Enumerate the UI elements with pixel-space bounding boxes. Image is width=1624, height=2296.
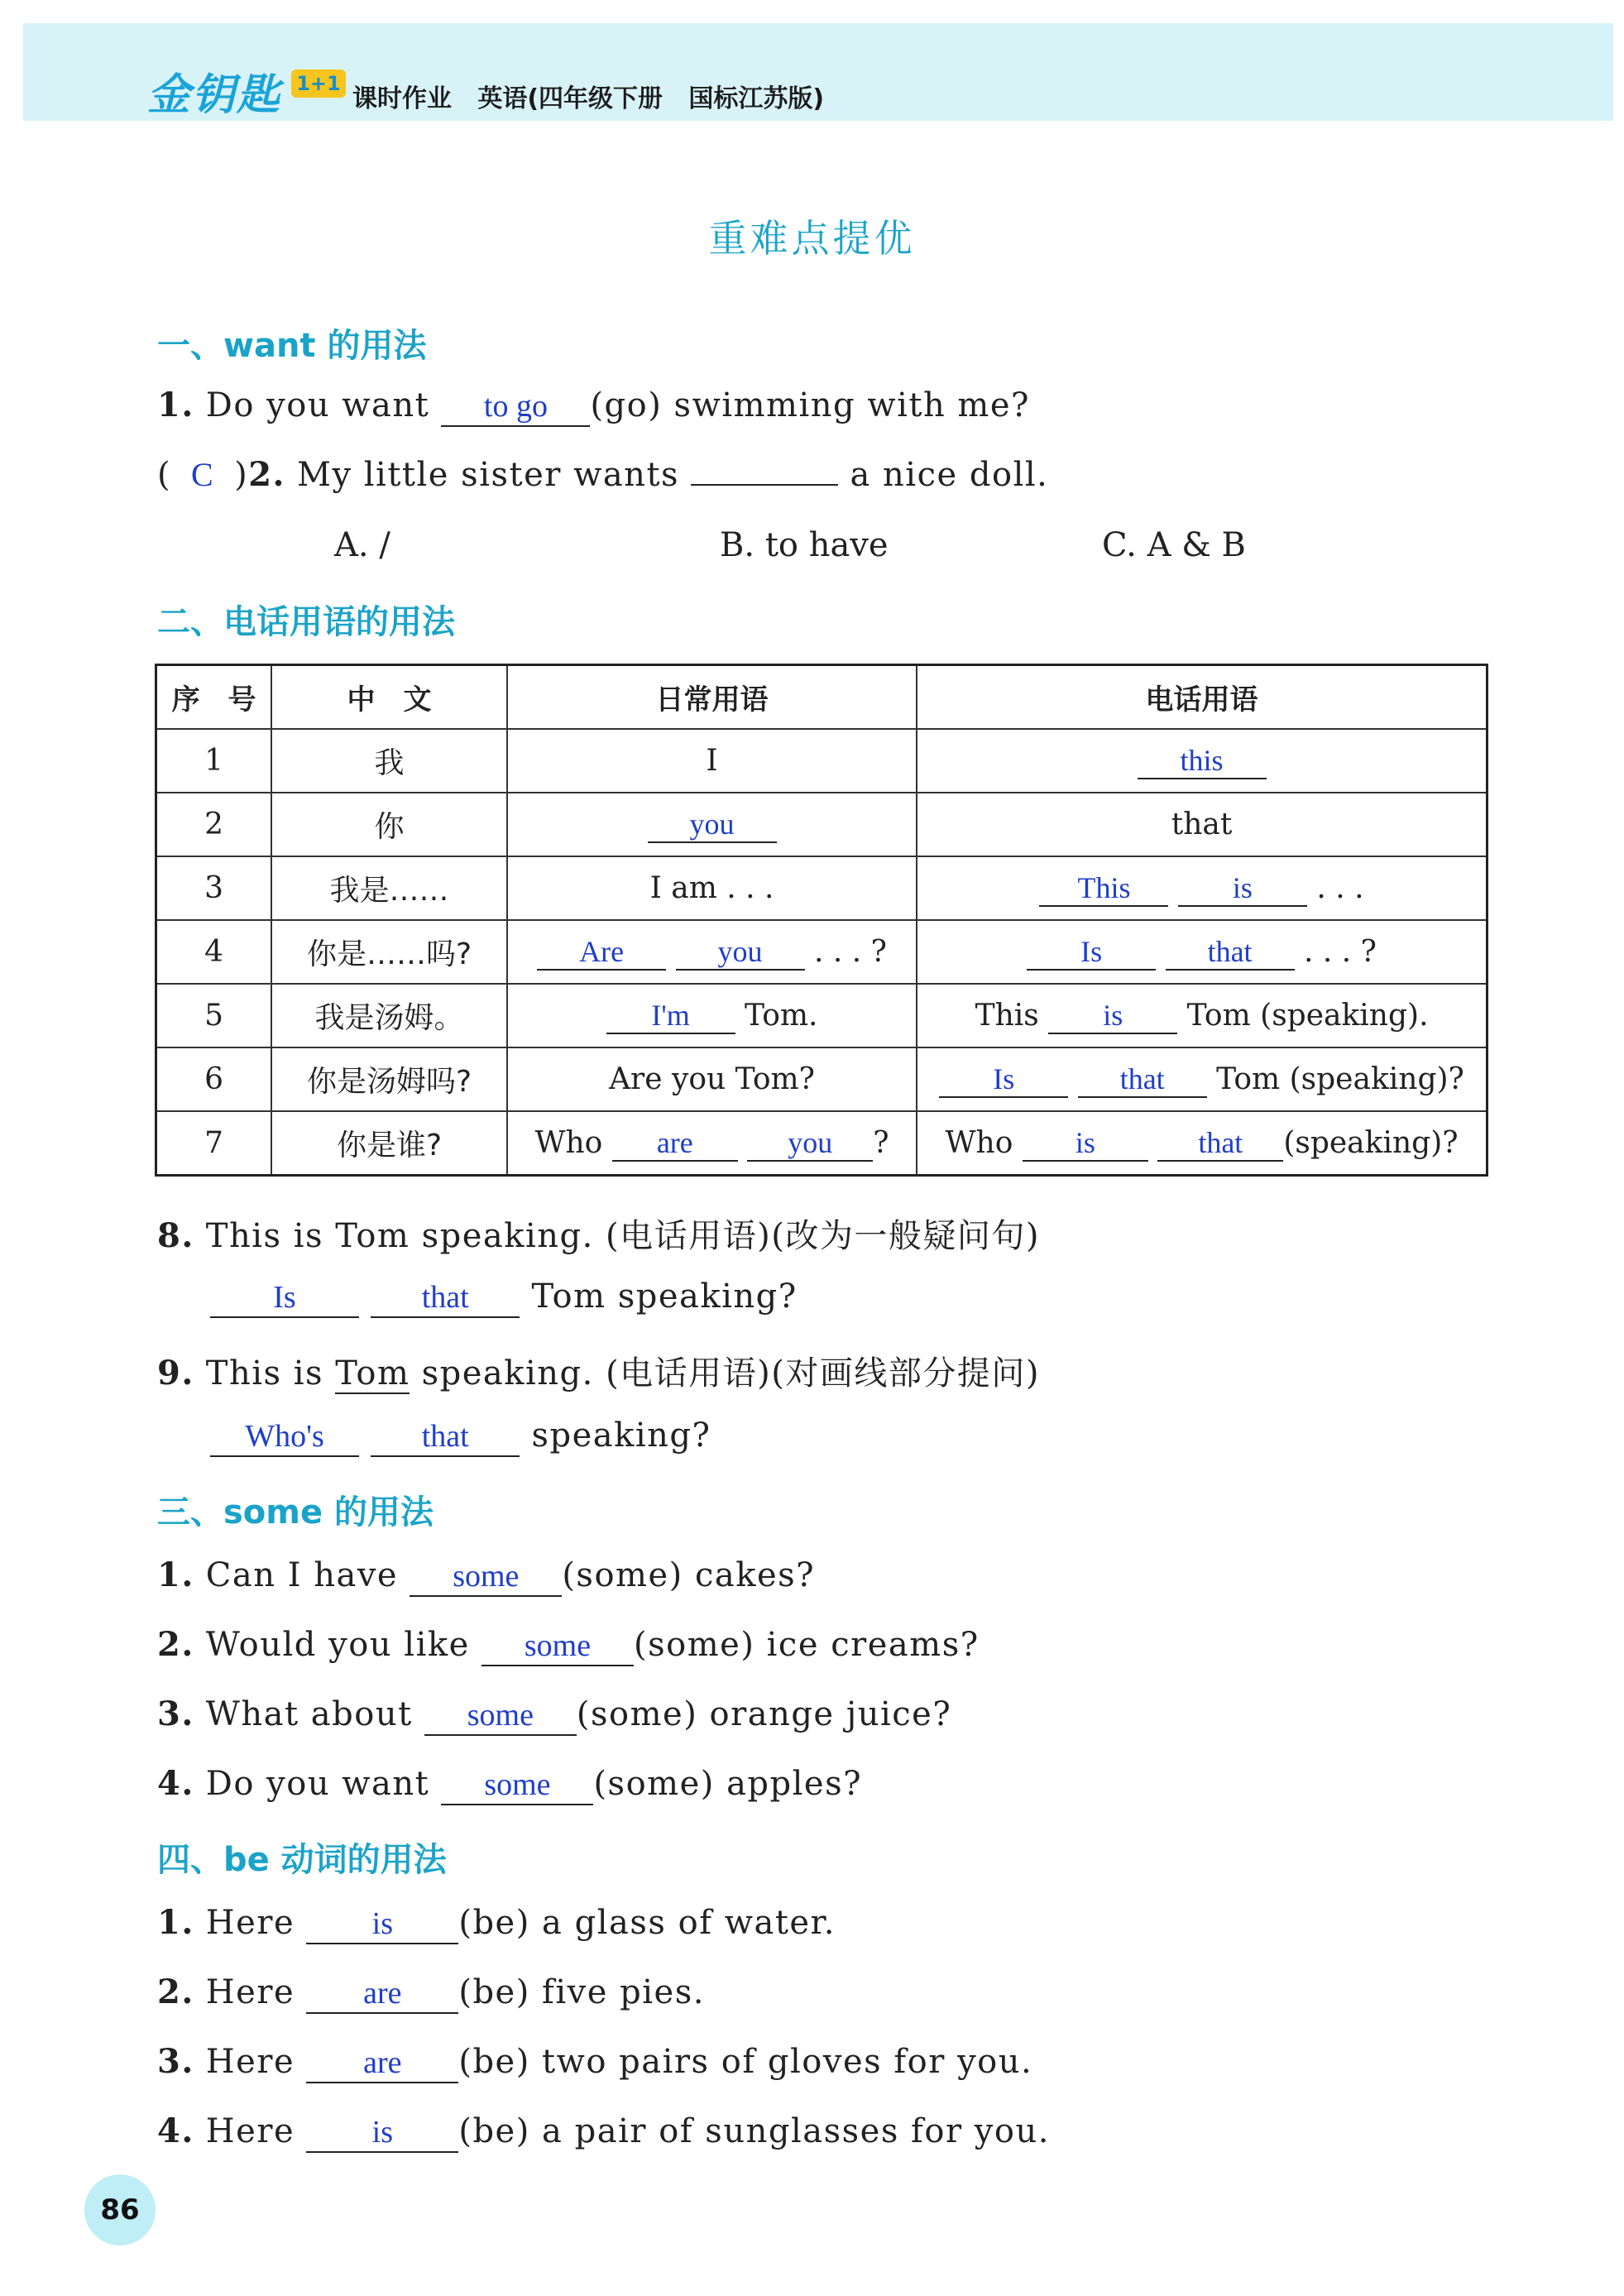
- answer-blank[interactable]: some: [410, 1557, 562, 1597]
- question-number: 3.: [157, 2042, 194, 2081]
- cell-text: This: [975, 998, 1039, 1033]
- question-text: (go) swimming with me?: [590, 386, 1030, 424]
- table-row: [156, 729, 1487, 793]
- answer-blank[interactable]: you: [747, 1125, 873, 1162]
- row-number: 5: [156, 984, 272, 1047]
- answer-blank[interactable]: Who's: [210, 1417, 359, 1457]
- be-question-2: [157, 1972, 705, 2014]
- table-row: [156, 793, 1487, 856]
- cell-text: . . . ?: [814, 934, 887, 969]
- be-question-1: [157, 1903, 836, 1944]
- answer-blank[interactable]: that: [1166, 934, 1295, 971]
- answer-blank[interactable]: some: [424, 1696, 577, 1736]
- answer-blank[interactable]: that: [1157, 1125, 1283, 1162]
- question-text: Here: [205, 2043, 295, 2081]
- answer-blank[interactable]: is: [1178, 870, 1307, 907]
- answer-blank[interactable]: that: [1078, 1062, 1207, 1098]
- some-question-2: [157, 1625, 980, 1666]
- question-8: [157, 1210, 1040, 1257]
- table-row: [156, 1047, 1487, 1111]
- answer-blank[interactable]: you: [676, 934, 805, 971]
- table-row: [156, 1111, 1487, 1176]
- question-text: speaking?: [531, 1416, 711, 1455]
- question-text: (some) orange juice?: [576, 1695, 952, 1733]
- answer-blank[interactable]: is: [306, 2113, 458, 2153]
- question-number: 2.: [157, 1972, 194, 2011]
- page-title: 重难点提优: [708, 216, 916, 261]
- question-text: a nice doll.: [850, 456, 1049, 494]
- daily-cell: I: [507, 729, 917, 793]
- cell-text: ?: [873, 1125, 889, 1160]
- cell-text: (speaking)?: [1283, 1125, 1459, 1160]
- question-text: Here: [205, 2112, 295, 2150]
- phone-cell: [917, 729, 1487, 793]
- daily-cell: [507, 920, 917, 984]
- brand-badge: 1+1: [291, 70, 346, 98]
- choice-answer[interactable]: C: [191, 456, 215, 493]
- question-number: 2.: [157, 1625, 194, 1664]
- daily-cell: [507, 984, 917, 1047]
- table-row: [156, 856, 1487, 920]
- answer-blank[interactable]: is: [1023, 1125, 1148, 1162]
- answer-blank[interactable]: is: [1048, 998, 1177, 1034]
- answer-blank-empty[interactable]: [691, 484, 838, 486]
- chinese-cell: 你是谁?: [271, 1111, 507, 1176]
- column-header: 序 号: [156, 665, 272, 730]
- row-number: 7: [156, 1111, 272, 1176]
- brand-logo: 金钥匙: [147, 70, 282, 120]
- be-question-4: [157, 2111, 1050, 2153]
- section-heading-want: 一、want 的用法: [157, 327, 427, 365]
- be-question-3: [157, 2042, 1032, 2083]
- column-header: 中 文: [271, 665, 507, 730]
- phone-cell: [917, 856, 1487, 920]
- question-number: 3.: [157, 1694, 194, 1733]
- chinese-cell: 我是汤姆。: [271, 984, 507, 1047]
- option-b[interactable]: B. to have: [720, 526, 889, 564]
- question-text: My little sister wants: [296, 456, 680, 494]
- question-8-answer: [210, 1277, 798, 1318]
- answer-blank[interactable]: is: [306, 1905, 458, 1944]
- daily-cell: [507, 793, 917, 856]
- some-question-3: [157, 1694, 951, 1736]
- answer-blank[interactable]: that: [371, 1417, 520, 1457]
- question-number: 2.: [248, 455, 285, 494]
- question-text: Do you want: [205, 386, 430, 424]
- question-number: 4.: [157, 2111, 194, 2150]
- underlined-word: Tom: [335, 1354, 410, 1392]
- phone-cell: [917, 984, 1487, 1047]
- question-text: (be) a pair of sunglasses for you.: [458, 2112, 1050, 2150]
- question-text: This is Tom speaking. (电话用语)(改为一般疑问句): [205, 1217, 1040, 1255]
- answer-blank[interactable]: are: [612, 1125, 738, 1162]
- daily-cell: [507, 1111, 917, 1176]
- cell-text: Tom (speaking)?: [1216, 1062, 1464, 1096]
- answer-blank[interactable]: Is: [939, 1062, 1068, 1098]
- question-9-answer: [210, 1416, 711, 1457]
- cell-text: . . . ?: [1304, 934, 1377, 969]
- row-number: 1: [156, 729, 272, 793]
- question-number: 1.: [157, 1555, 194, 1594]
- question-text: speaking. (电话用语)(对画线部分提问): [410, 1354, 1040, 1392]
- question-text: Here: [205, 1904, 295, 1942]
- some-question-1: [157, 1555, 815, 1597]
- chinese-cell: 我是……: [271, 856, 507, 920]
- chinese-cell: 你是……吗?: [271, 920, 507, 984]
- answer-blank[interactable]: are: [306, 2044, 458, 2083]
- page-number: 86: [84, 2174, 156, 2246]
- answer-blank[interactable]: that: [371, 1278, 520, 1318]
- row-number: 4: [156, 920, 272, 984]
- answer-blank[interactable]: This: [1039, 870, 1168, 907]
- answer-blank[interactable]: I'm: [606, 998, 735, 1034]
- answer-blank[interactable]: Is: [1027, 934, 1156, 971]
- chinese-cell: 你: [271, 793, 507, 856]
- table-row: [156, 984, 1487, 1047]
- question-text: Would you like: [205, 1626, 470, 1664]
- answer-blank[interactable]: Is: [210, 1278, 359, 1318]
- row-number: 6: [156, 1047, 272, 1111]
- cell-text: Who: [534, 1125, 603, 1160]
- question-text: (some) apples?: [593, 1765, 863, 1803]
- question-text: (be) five pies.: [458, 1973, 705, 2011]
- question-text: (some) ice creams?: [634, 1626, 980, 1664]
- question-number: 4.: [157, 1764, 194, 1803]
- question-text: Do you want: [205, 1765, 430, 1803]
- daily-cell: I am . . .: [507, 856, 917, 920]
- phone-cell: [917, 1047, 1487, 1111]
- answer-blank[interactable]: to go: [441, 387, 590, 427]
- phone-cell: [917, 920, 1487, 984]
- table-row: [156, 920, 1487, 984]
- question-number: 1.: [157, 386, 194, 424]
- option-a[interactable]: A. /: [334, 526, 390, 564]
- option-c[interactable]: C. A & B: [1102, 526, 1246, 564]
- question-text: (some) cakes?: [562, 1556, 816, 1594]
- cell-text: Tom.: [745, 998, 818, 1033]
- answer-blank[interactable]: are: [306, 1974, 458, 2014]
- question-1-want: [157, 386, 1030, 427]
- question-number: 1.: [157, 1903, 194, 1942]
- cell-text: Who: [945, 1125, 1013, 1160]
- question-number: 9.: [157, 1354, 194, 1392]
- column-header: 日常用语: [507, 665, 917, 730]
- daily-cell: Are you Tom?: [507, 1047, 917, 1111]
- phone-cell: that: [917, 793, 1487, 856]
- question-text: This is: [205, 1354, 336, 1392]
- cell-text: . . .: [1316, 870, 1364, 905]
- header-subtitle: 课时作业 英语(四年级下册 国标江苏版): [352, 84, 825, 113]
- question-2-want: ( C )2. My little sister wants a nice doll.: [157, 455, 1049, 494]
- answer-blank[interactable]: some: [441, 1766, 593, 1805]
- phone-cell: [917, 1111, 1487, 1176]
- question-9: [157, 1347, 1040, 1394]
- column-header: 电话用语: [917, 665, 1487, 730]
- chinese-cell: 你是汤姆吗?: [271, 1047, 507, 1111]
- section-heading-phone: 二、电话用语的用法: [157, 603, 455, 641]
- chinese-cell: 我: [271, 729, 507, 793]
- question-text: Tom speaking?: [531, 1277, 798, 1316]
- question-text: What about: [205, 1695, 413, 1733]
- answer-blank[interactable]: this: [1138, 743, 1267, 779]
- section-heading-be: 四、be 动词的用法: [157, 1841, 447, 1879]
- some-question-4: [157, 1764, 862, 1805]
- row-number: 2: [156, 793, 272, 856]
- question-number: 8.: [157, 1216, 194, 1255]
- row-number: 3: [156, 856, 272, 920]
- table-header-row: [156, 665, 1487, 730]
- cell-text: Tom (speaking).: [1186, 998, 1429, 1033]
- question-text: (be) two pairs of gloves for you.: [458, 2043, 1033, 2081]
- answer-blank[interactable]: Are: [537, 934, 666, 971]
- question-text: Can I have: [205, 1556, 399, 1594]
- question-text: Here: [205, 1973, 295, 2011]
- answer-blank[interactable]: you: [648, 807, 777, 843]
- question-text: (be) a glass of water.: [458, 1904, 836, 1942]
- answer-blank[interactable]: some: [481, 1627, 634, 1666]
- section-heading-some: 三、some 的用法: [157, 1493, 434, 1531]
- phone-language-table: [155, 664, 1488, 1177]
